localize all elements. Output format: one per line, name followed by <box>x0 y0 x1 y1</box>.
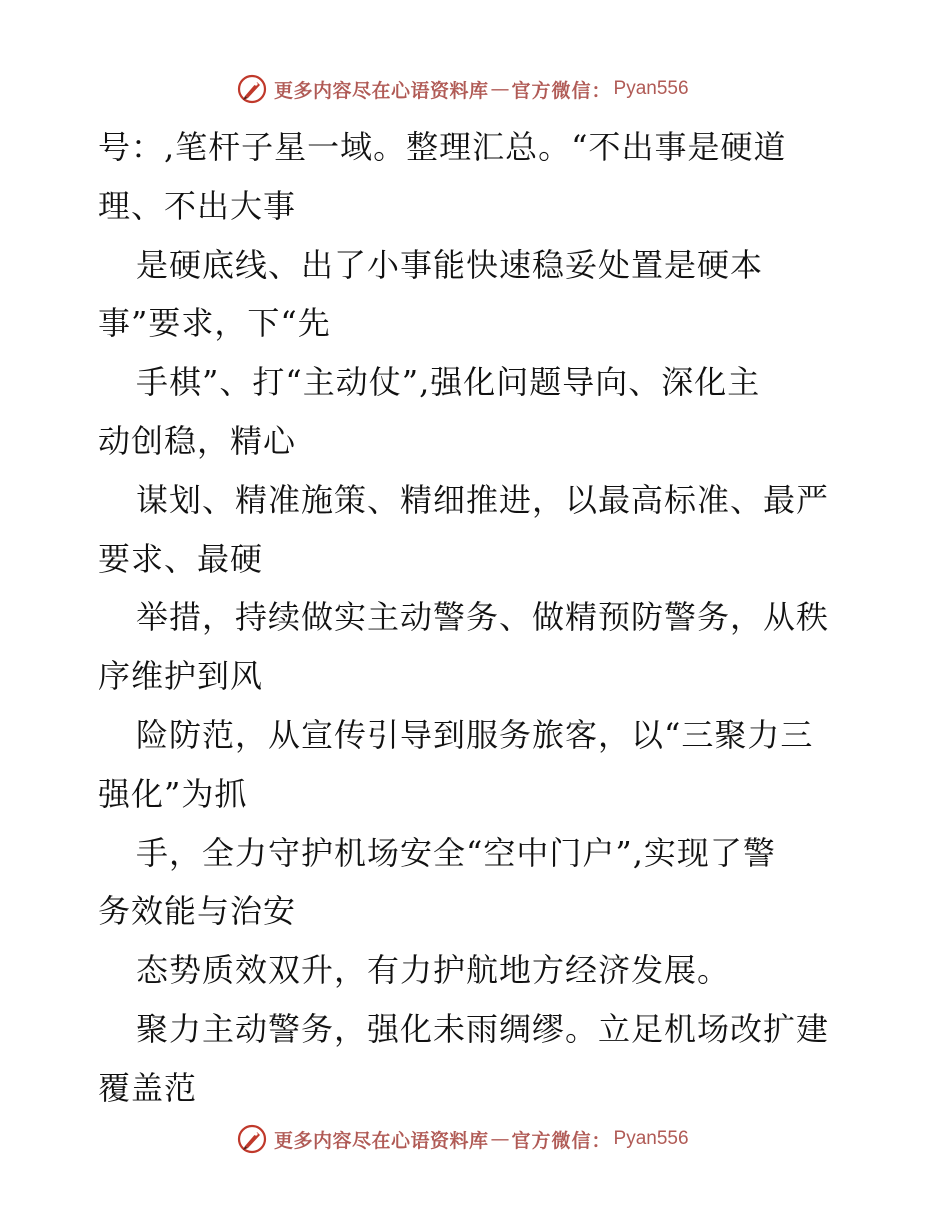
banner-wechat-label: 官方微信： <box>511 1129 612 1152</box>
banner-wechat-id: Pyan556 <box>613 1128 689 1149</box>
banner-wechat-id: Pyan556 <box>613 78 689 99</box>
banner-promo-text: 更多内容尽在心语资料库 <box>274 1129 489 1152</box>
body-line: 手，全力守护机场安全“空中门户”,实现了警 <box>136 833 776 872</box>
body-line: 覆盖范 <box>98 1068 198 1107</box>
banner-dash: — <box>490 1128 510 1150</box>
header-watermark-banner <box>236 72 689 106</box>
body-line: 理、不出大事 <box>98 186 297 225</box>
document-body <box>98 118 868 1118</box>
body-line: 是硬底线、出了小事能快速稳妥处置是硬本 <box>136 245 764 284</box>
body-line: 务效能与治安 <box>98 892 297 931</box>
body-line: 要求、最硬 <box>98 539 264 578</box>
body-line: 态势质效双升，有力护航地方经济发展。 <box>136 951 731 990</box>
body-line: 聚力主动警务，强化未雨绸缪。立足机场改扩建 <box>136 1009 830 1048</box>
body-line: 序维护到风 <box>98 657 264 696</box>
banner-promo-text: 更多内容尽在心语资料库 <box>274 79 489 102</box>
body-line: 谋划、精准施策、精细推进，以最高标准、最严 <box>136 480 830 519</box>
pen-logo-icon <box>236 1123 268 1155</box>
body-line: 强化”为抓 <box>98 774 248 813</box>
pen-logo-icon <box>236 73 268 105</box>
body-line: 号：,笔杆子星一域。整理汇总。“不出事是硬道 <box>98 128 787 166</box>
body-line: 举措，持续做实主动警务、做精预防警务，从秩 <box>136 598 830 637</box>
body-line: 手棋”、打“主动仗”,强化问题导向、深化主 <box>136 363 761 402</box>
footer-watermark-banner <box>236 1122 689 1156</box>
banner-dash: — <box>490 78 510 100</box>
body-line: 动创稳，精心 <box>98 421 297 460</box>
banner-wechat-label: 官方微信： <box>511 79 612 102</box>
body-line: 险防范，从宣传引导到服务旅客，以“三聚力三 <box>136 715 814 754</box>
body-line: 事”要求，下“先 <box>98 304 331 343</box>
